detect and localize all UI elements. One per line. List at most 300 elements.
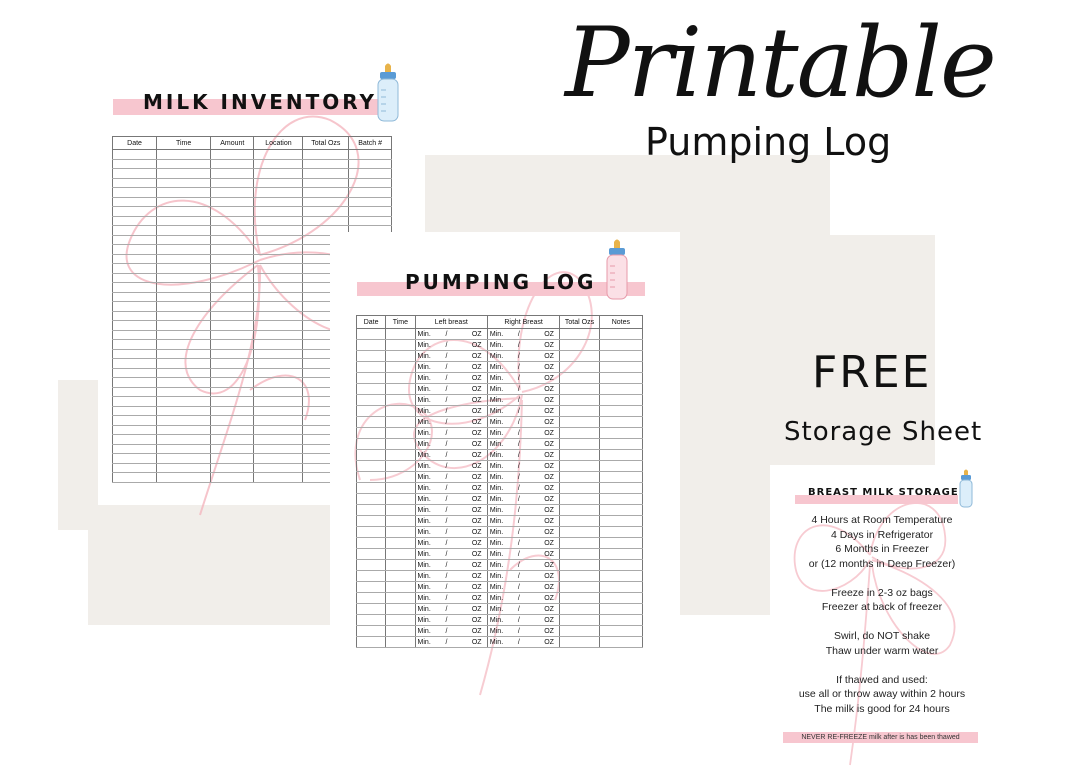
separator: / xyxy=(517,638,520,646)
separator: / xyxy=(517,451,520,459)
table-cell xyxy=(415,329,487,340)
table-cell xyxy=(254,387,303,397)
separator: / xyxy=(517,385,520,393)
storage-line: or (12 months in Deep Freezer) xyxy=(808,557,956,570)
table-cell xyxy=(487,538,559,549)
ounces-label: OZ xyxy=(544,627,554,635)
minutes-label: Min. xyxy=(417,506,431,514)
table-cell xyxy=(386,351,415,362)
separator: / xyxy=(445,440,448,448)
table-cell xyxy=(113,330,157,340)
minutes-label: Min. xyxy=(417,462,431,470)
table-cell xyxy=(211,340,254,350)
table-cell xyxy=(113,150,157,160)
table-cell xyxy=(157,311,211,321)
table-cell xyxy=(157,178,211,188)
table-cell xyxy=(211,302,254,312)
table-cell xyxy=(211,387,254,397)
table-cell xyxy=(113,159,157,169)
table-cell xyxy=(211,454,254,464)
minutes-label: Min. xyxy=(489,616,504,624)
table-cell xyxy=(415,483,487,494)
table-cell xyxy=(211,188,254,198)
ounces-label: OZ xyxy=(544,440,554,448)
table-cell xyxy=(357,571,386,582)
table-cell xyxy=(599,549,642,560)
table-cell xyxy=(386,637,415,648)
separator: / xyxy=(445,627,448,635)
separator: / xyxy=(517,605,520,613)
storage-line: If thawed and used: xyxy=(836,673,928,686)
minutes-label: Min. xyxy=(417,594,431,602)
baby-bottle-icon xyxy=(373,62,403,124)
table-cell xyxy=(357,450,386,461)
table-cell xyxy=(560,505,599,516)
ounces-label: OZ xyxy=(471,451,482,459)
table-cell xyxy=(560,538,599,549)
minutes-label: Min. xyxy=(489,506,504,514)
separator: / xyxy=(445,407,448,415)
table-cell xyxy=(211,321,254,331)
table-cell xyxy=(599,527,642,538)
table-row xyxy=(357,527,643,538)
separator: / xyxy=(517,594,520,602)
table-cell xyxy=(113,425,157,435)
table-cell xyxy=(157,254,211,264)
storage-line: Thaw under warm water xyxy=(825,644,939,657)
table-cell xyxy=(211,378,254,388)
ounces-label: OZ xyxy=(471,473,482,481)
table-cell xyxy=(113,406,157,416)
table-row xyxy=(357,626,643,637)
table-cell xyxy=(113,473,157,483)
minutes-label: Min. xyxy=(489,550,504,558)
table-row xyxy=(113,150,392,160)
table-cell xyxy=(487,450,559,461)
ounces-label: OZ xyxy=(471,495,482,503)
table-cell xyxy=(599,362,642,373)
table-cell xyxy=(386,373,415,384)
minutes-label: Min. xyxy=(489,561,504,569)
minutes-label: Min. xyxy=(489,451,504,459)
minutes-label: Min. xyxy=(417,440,431,448)
table-cell xyxy=(211,235,254,245)
table-cell xyxy=(357,406,386,417)
ounces-label: OZ xyxy=(471,385,482,393)
table-cell xyxy=(560,329,599,340)
ounces-label: OZ xyxy=(471,506,482,514)
table-cell xyxy=(357,593,386,604)
table-cell xyxy=(254,283,303,293)
table-cell xyxy=(386,417,415,428)
table-cell xyxy=(599,604,642,615)
minutes-label: Min. xyxy=(417,418,431,426)
table-cell xyxy=(157,216,211,226)
table-cell xyxy=(157,321,211,331)
table-cell xyxy=(113,226,157,236)
table-cell xyxy=(157,454,211,464)
minutes-label: Min. xyxy=(489,495,504,503)
table-cell xyxy=(415,384,487,395)
minutes-label: Min. xyxy=(489,462,504,470)
table-cell xyxy=(560,373,599,384)
table-row xyxy=(113,178,392,188)
baby-bottle-icon xyxy=(602,238,632,302)
table-cell xyxy=(487,395,559,406)
table-cell xyxy=(157,435,211,445)
table-cell xyxy=(415,571,487,582)
table-cell xyxy=(349,150,392,160)
table-row xyxy=(357,439,643,450)
table-cell xyxy=(303,150,349,160)
ounces-label: OZ xyxy=(471,407,482,415)
table-cell xyxy=(415,626,487,637)
separator: / xyxy=(517,407,520,415)
table-cell xyxy=(487,593,559,604)
ounces-label: OZ xyxy=(544,561,554,569)
table-cell xyxy=(254,264,303,274)
table-cell xyxy=(254,368,303,378)
minutes-label: Min. xyxy=(417,473,431,481)
table-row xyxy=(357,362,643,373)
table-cell xyxy=(487,560,559,571)
table-cell xyxy=(487,384,559,395)
table-cell xyxy=(113,273,157,283)
ounces-label: OZ xyxy=(471,550,482,558)
separator: / xyxy=(445,528,448,536)
table-cell xyxy=(357,373,386,384)
table-cell xyxy=(113,169,157,179)
table-cell xyxy=(386,362,415,373)
separator: / xyxy=(517,396,520,404)
table-cell xyxy=(254,378,303,388)
separator: / xyxy=(517,561,520,569)
table-cell xyxy=(303,169,349,179)
table-cell xyxy=(386,626,415,637)
table-cell xyxy=(211,444,254,454)
minutes-label: Min. xyxy=(489,539,504,547)
table-cell xyxy=(386,494,415,505)
table-cell xyxy=(211,150,254,160)
table-cell xyxy=(415,472,487,483)
separator: / xyxy=(517,572,520,580)
table-row xyxy=(113,197,392,207)
minutes-label: Min. xyxy=(489,484,504,492)
separator: / xyxy=(517,330,520,338)
table-cell xyxy=(357,582,386,593)
table-cell xyxy=(487,329,559,340)
table-cell xyxy=(487,461,559,472)
table-cell xyxy=(211,264,254,274)
table-cell xyxy=(599,351,642,362)
table-cell xyxy=(157,169,211,179)
table-row xyxy=(357,571,643,582)
table-cell xyxy=(157,473,211,483)
table-cell xyxy=(113,349,157,359)
separator: / xyxy=(445,396,448,404)
table-cell xyxy=(113,311,157,321)
separator: / xyxy=(445,605,448,613)
minutes-label: Min. xyxy=(417,363,431,371)
table-row xyxy=(357,417,643,428)
ounces-label: OZ xyxy=(544,341,554,349)
table-cell xyxy=(113,188,157,198)
table-cell xyxy=(415,593,487,604)
table-cell xyxy=(211,425,254,435)
table-cell xyxy=(157,245,211,255)
table-cell xyxy=(357,340,386,351)
table-cell xyxy=(357,351,386,362)
table-cell xyxy=(415,450,487,461)
table-cell xyxy=(560,428,599,439)
table-cell xyxy=(113,302,157,312)
table-cell xyxy=(357,483,386,494)
table-row xyxy=(357,472,643,483)
table-cell xyxy=(211,159,254,169)
table-cell xyxy=(113,463,157,473)
table-row xyxy=(357,384,643,395)
table-cell xyxy=(254,178,303,188)
table-cell xyxy=(211,197,254,207)
table-cell xyxy=(254,463,303,473)
table-cell xyxy=(599,384,642,395)
table-cell xyxy=(386,472,415,483)
minutes-label: Min. xyxy=(417,352,431,360)
storage-line: Freezer at back of freezer xyxy=(821,601,943,613)
minutes-label: Min. xyxy=(489,374,504,382)
table-row xyxy=(113,207,392,217)
table-cell xyxy=(560,582,599,593)
table-cell xyxy=(254,416,303,426)
table-row xyxy=(357,373,643,384)
table-cell xyxy=(254,245,303,255)
table-cell xyxy=(560,384,599,395)
table-cell xyxy=(357,472,386,483)
inventory-title: MILK INVENTORY xyxy=(143,90,378,114)
ounces-label: OZ xyxy=(544,462,554,470)
table-cell xyxy=(157,397,211,407)
table-cell xyxy=(303,197,349,207)
table-cell xyxy=(599,340,642,351)
table-cell xyxy=(487,626,559,637)
table-cell xyxy=(211,463,254,473)
storage-guidelines xyxy=(776,513,988,716)
separator: / xyxy=(445,517,448,525)
table-cell xyxy=(386,406,415,417)
table-cell xyxy=(386,582,415,593)
separator: / xyxy=(517,539,520,547)
table-cell xyxy=(415,538,487,549)
table-cell xyxy=(560,615,599,626)
table-cell xyxy=(415,516,487,527)
table-cell xyxy=(487,604,559,615)
table-cell xyxy=(560,461,599,472)
table-cell xyxy=(357,527,386,538)
table-cell xyxy=(487,472,559,483)
table-cell xyxy=(487,340,559,351)
table-cell xyxy=(386,527,415,538)
table-cell xyxy=(415,494,487,505)
separator: / xyxy=(445,484,448,492)
table-cell xyxy=(254,321,303,331)
separator: / xyxy=(517,627,520,635)
minutes-label: Min. xyxy=(417,495,431,503)
table-cell xyxy=(487,582,559,593)
table-cell xyxy=(599,505,642,516)
storage-line: 6 Months in Freezer xyxy=(835,543,929,555)
table-cell xyxy=(254,435,303,445)
separator: / xyxy=(445,539,448,547)
ounces-label: OZ xyxy=(544,363,554,371)
table-cell xyxy=(303,178,349,188)
ounces-label: OZ xyxy=(544,407,554,415)
table-row xyxy=(357,593,643,604)
table-cell xyxy=(415,406,487,417)
separator: / xyxy=(445,418,448,426)
table-cell xyxy=(487,549,559,560)
table-cell xyxy=(487,494,559,505)
table-cell xyxy=(560,593,599,604)
table-cell xyxy=(415,340,487,351)
table-cell xyxy=(560,626,599,637)
ounces-label: OZ xyxy=(544,495,554,503)
ounces-label: OZ xyxy=(544,517,554,525)
ounces-label: OZ xyxy=(471,440,482,448)
table-cell xyxy=(415,560,487,571)
table-cell xyxy=(386,439,415,450)
ounces-label: OZ xyxy=(544,385,554,393)
beige-brush-shape xyxy=(58,380,98,530)
table-cell xyxy=(113,254,157,264)
table-cell xyxy=(254,197,303,207)
table-cell xyxy=(599,615,642,626)
separator: / xyxy=(517,616,520,624)
table-cell xyxy=(157,273,211,283)
table-row xyxy=(113,188,392,198)
separator: / xyxy=(445,583,448,591)
table-cell xyxy=(254,235,303,245)
table-cell xyxy=(157,150,211,160)
table-cell xyxy=(415,604,487,615)
table-cell xyxy=(254,273,303,283)
table-cell xyxy=(211,169,254,179)
table-cell xyxy=(157,444,211,454)
minutes-label: Min. xyxy=(417,484,431,492)
column-header: Amount xyxy=(211,137,254,150)
separator: / xyxy=(517,429,520,437)
column-header: Location xyxy=(254,137,303,150)
table-cell xyxy=(386,329,415,340)
table-cell xyxy=(211,349,254,359)
column-header: Left breast xyxy=(415,316,487,329)
table-cell xyxy=(113,397,157,407)
table-cell xyxy=(349,169,392,179)
ounces-label: OZ xyxy=(471,594,482,602)
table-cell xyxy=(599,406,642,417)
table-cell xyxy=(211,368,254,378)
table-row xyxy=(357,329,643,340)
ounces-label: OZ xyxy=(471,528,482,536)
table-cell xyxy=(211,207,254,217)
ounces-label: OZ xyxy=(471,374,482,382)
table-cell xyxy=(560,362,599,373)
table-cell xyxy=(211,216,254,226)
ounces-label: OZ xyxy=(544,374,554,382)
ounces-label: OZ xyxy=(544,539,554,547)
ounces-label: OZ xyxy=(471,363,482,371)
ounces-label: OZ xyxy=(471,627,482,635)
separator: / xyxy=(445,594,448,602)
table-cell xyxy=(357,329,386,340)
table-cell xyxy=(254,254,303,264)
storage-line: Freeze in 2-3 oz bags xyxy=(831,586,933,599)
minutes-label: Min. xyxy=(489,528,504,536)
table-cell xyxy=(487,428,559,439)
table-cell xyxy=(386,549,415,560)
table-cell xyxy=(349,159,392,169)
table-cell xyxy=(386,571,415,582)
table-cell xyxy=(415,615,487,626)
table-cell xyxy=(599,626,642,637)
table-cell xyxy=(157,387,211,397)
table-cell xyxy=(254,169,303,179)
ounces-label: OZ xyxy=(471,418,482,426)
ounces-label: OZ xyxy=(544,418,554,426)
minutes-label: Min. xyxy=(417,561,431,569)
ounces-label: OZ xyxy=(471,616,482,624)
table-cell xyxy=(349,188,392,198)
column-header: Total Ozs xyxy=(303,137,349,150)
table-cell xyxy=(157,349,211,359)
table-cell xyxy=(211,283,254,293)
column-header: Right Breast xyxy=(487,316,559,329)
table-cell xyxy=(157,425,211,435)
table-cell xyxy=(487,362,559,373)
table-cell xyxy=(157,264,211,274)
minutes-label: Min. xyxy=(489,583,504,591)
table-cell xyxy=(113,235,157,245)
table-cell xyxy=(254,292,303,302)
table-cell xyxy=(303,188,349,198)
minutes-label: Min. xyxy=(489,352,504,360)
table-cell xyxy=(560,417,599,428)
minutes-label: Min. xyxy=(489,330,504,338)
ounces-label: OZ xyxy=(544,506,554,514)
table-cell xyxy=(599,560,642,571)
minutes-label: Min. xyxy=(489,341,504,349)
table-cell xyxy=(415,527,487,538)
table-cell xyxy=(487,439,559,450)
table-cell xyxy=(386,505,415,516)
separator: / xyxy=(445,330,448,338)
table-cell xyxy=(113,245,157,255)
table-cell xyxy=(357,494,386,505)
separator: / xyxy=(517,528,520,536)
ounces-label: OZ xyxy=(544,616,554,624)
table-row xyxy=(357,406,643,417)
table-cell xyxy=(303,159,349,169)
table-cell xyxy=(599,329,642,340)
minutes-label: Min. xyxy=(489,385,504,393)
table-cell xyxy=(113,340,157,350)
column-header: Batch # xyxy=(349,137,392,150)
table-cell xyxy=(254,444,303,454)
table-cell xyxy=(357,428,386,439)
table-row xyxy=(113,169,392,179)
minutes-label: Min. xyxy=(417,385,431,393)
minutes-label: Min. xyxy=(417,396,431,404)
ounces-label: OZ xyxy=(544,396,554,404)
